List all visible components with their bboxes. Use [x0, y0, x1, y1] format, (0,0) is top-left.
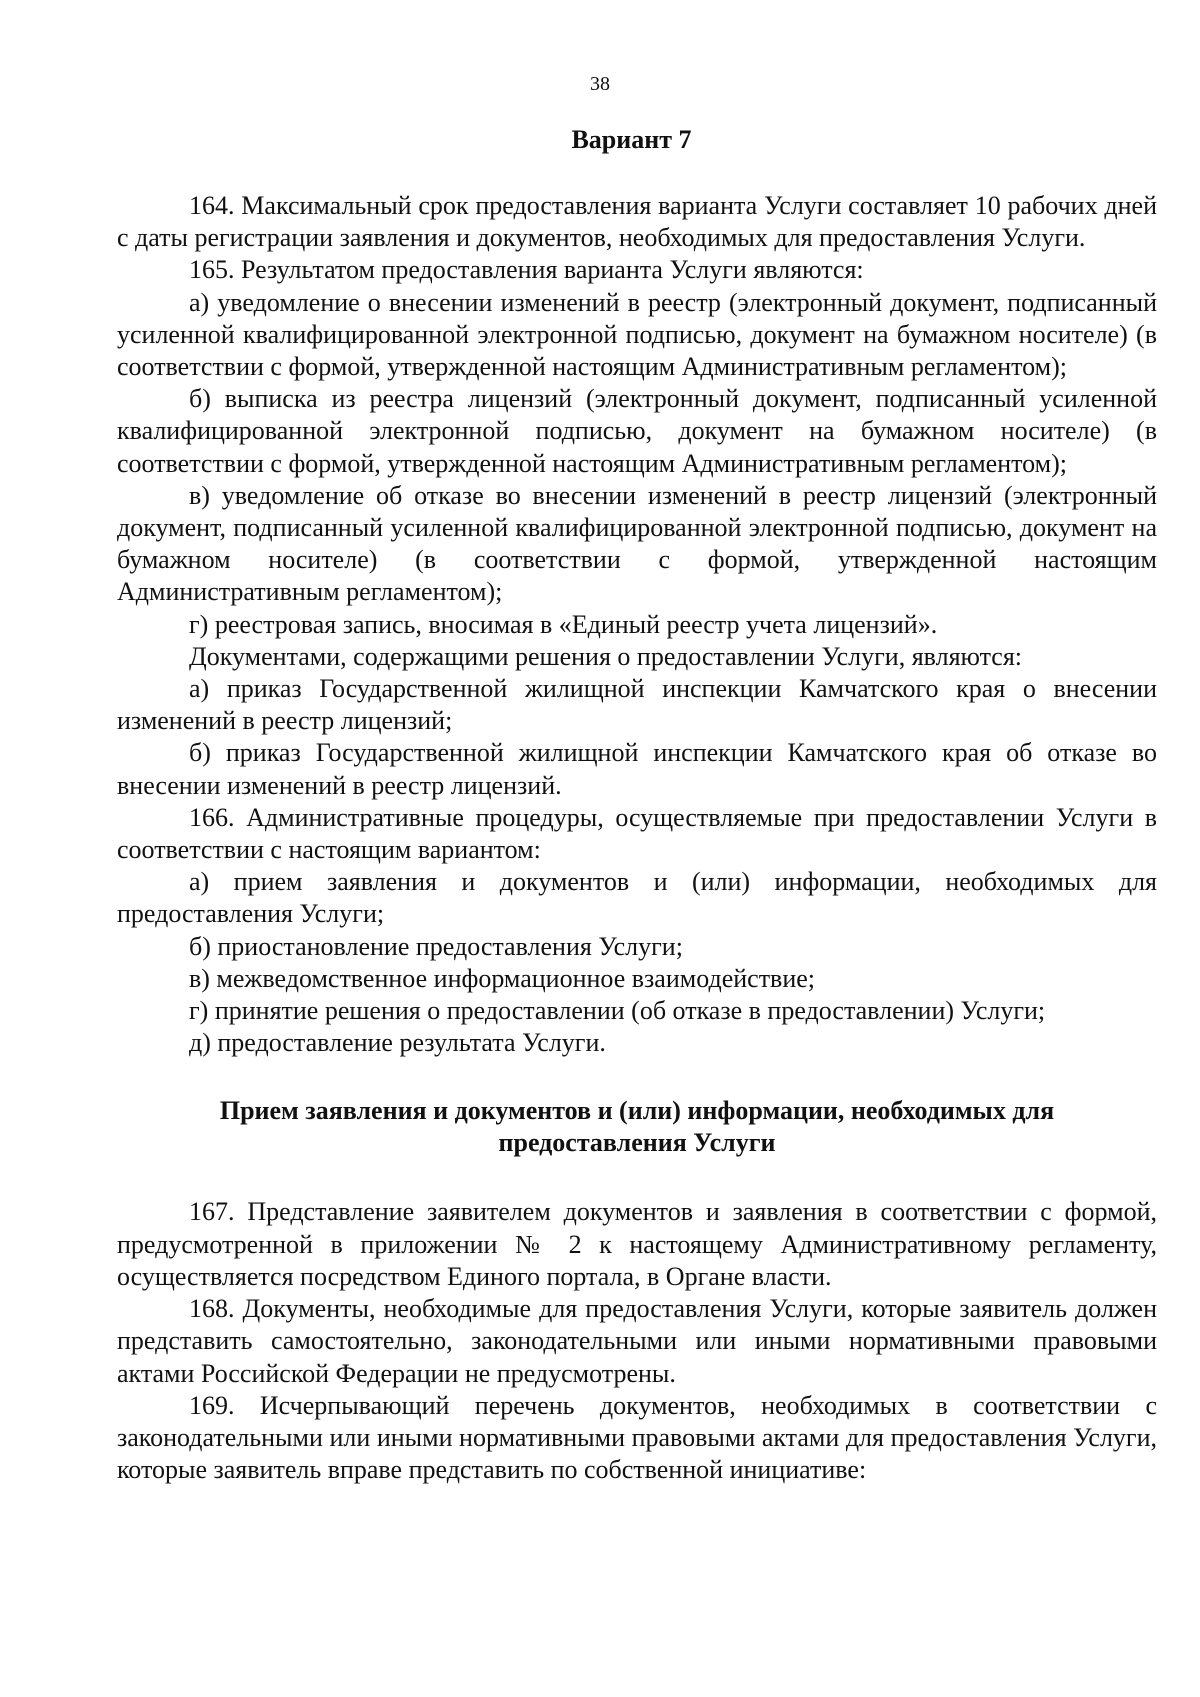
- list-item-decision-a: а) приказ Государственной жилищной инспекции Камчатского края о внесении изменений в реестр лицензий;: [117, 674, 1157, 736]
- section-heading-line-1: Прием заявления и документов и (или) информации, необходимых для: [219, 1096, 1055, 1126]
- paragraph-165: 165. Результатом предоставления варианта Услуги являются:: [189, 255, 864, 285]
- list-item-decision-b: б) приказ Государственной жилищной инспекции Камчатского края об отказе во внесении изменений в реестр лицензий.: [117, 738, 1157, 800]
- section-heading: [117, 1095, 1157, 1159]
- paragraph-decision-documents: Документами, содержащими решения о предоставлении Услуги, являются:: [189, 641, 1023, 671]
- paragraph-169: 169. Исчерпывающий перечень документов, необходимых в соответствии с законодательными или иными нормативными правовыми актами для предоставления Услуги, которые заявитель вправе представить по собственной инициативе:: [117, 1390, 1157, 1485]
- paragraph-167: 167. Представление заявителем документов и заявления в соответствии с формой, предусмотренной в приложении № 2 к настоящему Административному регламенту, осуществляется посредством Единого портала, в Органе власти.: [117, 1197, 1157, 1291]
- list-item-165-g: г) реестровая запись, вносимая в «Единый реестр учета лицензий».: [189, 609, 938, 639]
- list-item-166-b: б) приостановление предоставления Услуги;: [189, 931, 683, 961]
- section-heading-line-2: предоставления Услуги: [498, 1128, 776, 1158]
- list-item-165-b: б) выписка из реестра лицензий (электронный документ, подписанный усиленной квалифицированной электронной подписью, документ на бумажном носителе) (в соответствии с формой, утвержденной настоящим Административным регламентом);: [117, 384, 1157, 478]
- paragraph-164: 164. Максимальный срок предоставления варианта Услуги составляет 10 рабочих дней с даты регистрации заявления и документов, необходимых для предоставления Услуги.: [117, 191, 1157, 253]
- list-item-165-v: в) уведомление об отказе во внесении изменений в реестр лицензий (электронный документ, подписанный усиленной квалифицированной электронной подписью, документ на бумажном носителе) (в соответствии с формой, утвержденной настоящим Административным регламентом);: [117, 480, 1157, 607]
- paragraph-166: 166. Административные процедуры, осуществляемые при предоставлении Услуги в соответствии с настоящим вариантом:: [117, 802, 1157, 865]
- list-item-166-v: в) межведомственное информационное взаимодействие;: [189, 963, 816, 993]
- list-item-166-a: а) прием заявления и документов и (или) информации, необходимых для предоставления Услуги;: [117, 867, 1157, 929]
- list-item-166-g: г) принятие решения о предоставлении (об отказе в предоставлении) Услуги;: [189, 996, 1046, 1026]
- list-item-166-d: д) предоставление результата Услуги.: [189, 1028, 606, 1058]
- variant-title: Вариант 7: [571, 125, 692, 154]
- paragraph-168: 168. Документы, необходимые для предоставления Услуги, которые заявитель должен представить самостоятельно, законодательными или иными нормативными правовыми актами Российской Федерации не предусмотрены.: [117, 1294, 1157, 1388]
- list-item-165-a: а) уведомление о внесении изменений в реестр (электронный документ, подписанный усиленной квалифицированной электронной подписью, документ на бумажном носителе) (в соответствии с формой, утвержденной настоящим Административным регламентом);: [117, 287, 1157, 382]
- page-number: 38: [590, 73, 610, 95]
- document-body: [117, 190, 1157, 1486]
